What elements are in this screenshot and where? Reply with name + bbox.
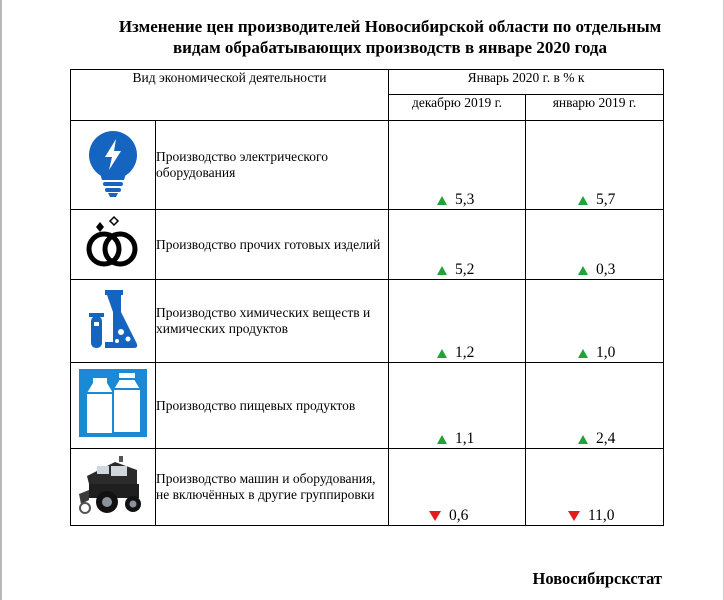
table-row [71, 210, 664, 280]
up-arrow-icon [578, 266, 588, 275]
row-value-december [389, 121, 526, 210]
lightbulb-icon [80, 128, 146, 198]
value-text: 1,0 [596, 344, 616, 361]
row-name: Производство химических веществ и химических продуктов [156, 280, 389, 363]
up-arrow-icon [437, 349, 447, 358]
value-text: 1,2 [455, 344, 475, 361]
chemistry-flask-icon [83, 286, 143, 352]
price-change-table [70, 69, 664, 526]
down-arrow-icon [429, 511, 441, 521]
row-value-january [526, 363, 664, 449]
row-icon-cell [71, 121, 156, 210]
header-col-january: январю 2019 г. [526, 95, 664, 121]
table-row [71, 449, 664, 526]
up-arrow-icon [437, 435, 447, 444]
header-period: Январь 2020 г. в % к [389, 70, 664, 95]
value-text: 0,6 [449, 507, 469, 524]
header-col-december: декабрю 2019 г. [389, 95, 526, 121]
value-text: 5,2 [455, 261, 475, 278]
header-activity: Вид экономической деятельности [71, 70, 389, 121]
row-value-january [526, 449, 664, 526]
value-text: 1,1 [455, 430, 475, 447]
up-arrow-icon [437, 196, 447, 205]
value-text: 0,3 [596, 261, 616, 278]
row-value-january [526, 210, 664, 280]
row-value-december [389, 449, 526, 526]
page-title [60, 16, 720, 58]
row-name: Производство машин и оборудования, не включённых в другие группировки [156, 449, 389, 526]
row-name: Производство пищевых продуктов [156, 363, 389, 449]
table-row [71, 363, 664, 449]
table-row [71, 280, 664, 363]
row-name: Производство электрического оборудования [156, 121, 389, 210]
row-value-december [389, 280, 526, 363]
row-value-january [526, 121, 664, 210]
harvester-machine-icon [77, 454, 149, 516]
up-arrow-icon [437, 266, 447, 275]
value-text: 5,3 [455, 191, 475, 208]
table-row [71, 121, 664, 210]
row-icon-cell [71, 280, 156, 363]
milk-cartons-icon [79, 369, 147, 437]
title-line-2: видам обрабатывающих производств в январе 2020 года [173, 38, 607, 57]
value-text: 11,0 [588, 507, 615, 524]
title-line-1: Изменение цен производителей Новосибирской области по отдельным [118, 17, 662, 36]
up-arrow-icon [578, 196, 588, 205]
rings-icon [80, 213, 146, 271]
up-arrow-icon [578, 435, 588, 444]
row-icon-cell [71, 449, 156, 526]
row-icon-cell [71, 363, 156, 449]
value-text: 5,7 [596, 191, 616, 208]
up-arrow-icon [578, 349, 588, 358]
row-value-december [389, 363, 526, 449]
row-value-december [389, 210, 526, 280]
row-name: Производство прочих готовых изделий [156, 210, 389, 280]
row-value-january [526, 280, 664, 363]
down-arrow-icon [568, 511, 580, 521]
row-icon-cell [71, 210, 156, 280]
footer-source: Новосибирскстат [532, 569, 662, 588]
page-left-border [0, 0, 2, 600]
value-text: 2,4 [596, 430, 616, 447]
